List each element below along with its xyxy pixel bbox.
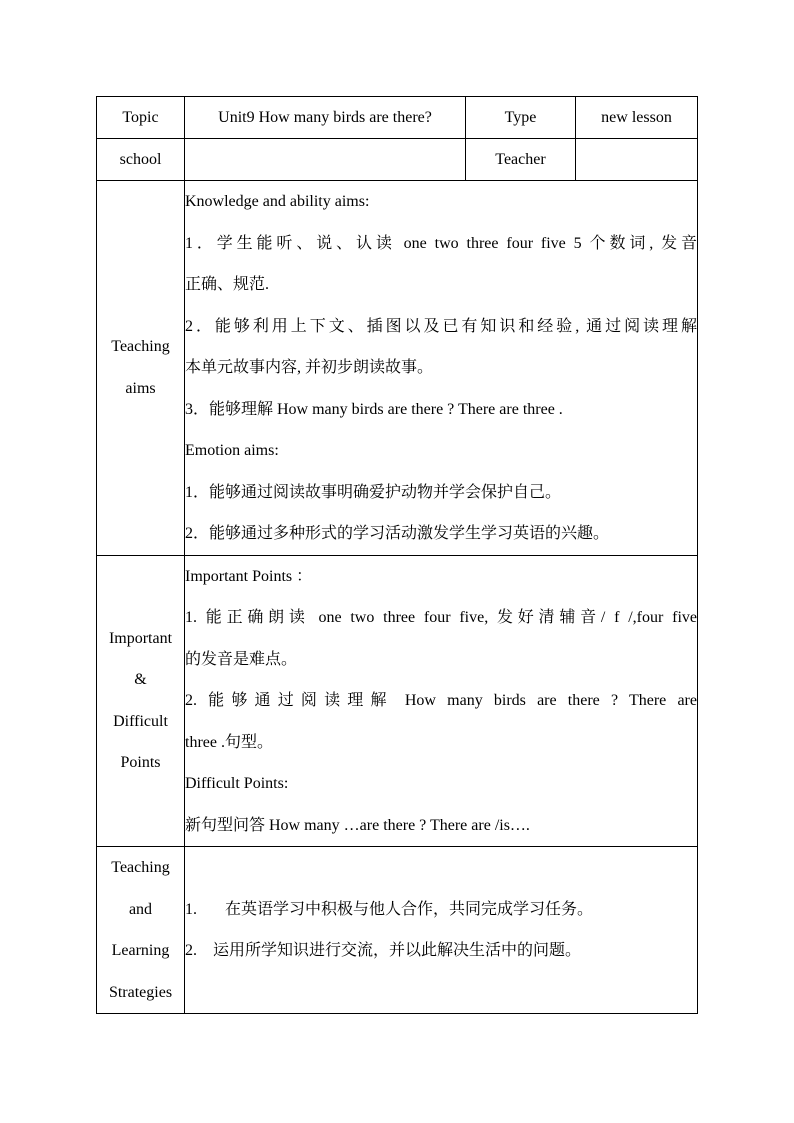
aims-line: 正确、规范. <box>185 276 270 293</box>
school-row <box>97 139 698 181</box>
aims-line: 2．能够利用上下文、插图以及已有知识和经验, 通过阅读理解 <box>185 317 697 335</box>
points-label: Important & Difficult Points <box>97 555 185 847</box>
strategies-line: 1. 在英语学习中积极与他人合作，共同完成学习任务。 <box>185 900 594 918</box>
points-line: 2. 能够通过阅读理解 How many birds are there ? There are <box>185 692 697 709</box>
points-line: 新句型问答 How many …are there ? There are /is…. <box>185 816 530 834</box>
teacher-value <box>576 139 698 181</box>
teaching-aims-label: Teaching aims <box>97 181 185 556</box>
points-row <box>97 555 698 847</box>
topic-label: Topic <box>97 97 185 139</box>
topic-row <box>97 97 698 139</box>
aims-line: Knowledge and ability aims: <box>185 193 370 210</box>
strategies-line: 2. 运用所学知识进行交流，并以此解决生活中的问题。 <box>185 942 582 959</box>
school-value <box>185 139 466 181</box>
aims-line: 1．能够通过阅读故事明确爱护动物并学会保护自己。 <box>185 483 562 501</box>
points-line: 的发音是难点。 <box>185 650 298 668</box>
aims-line: 本单元故事内容, 并初步朗读故事。 <box>185 359 434 376</box>
points-line: Difficult Points: <box>185 775 289 792</box>
strategies-label: Teaching and Learning Strategies <box>97 847 185 1014</box>
type-value: new lesson <box>576 97 698 139</box>
aims-line: 1．学生能听、说、认读 one two three four five 5 个数词, 发音 <box>185 234 697 252</box>
points-content <box>185 555 698 847</box>
points-line: 1. 能正确朗读 one two three four five, 发好清辅音/ f /,four five <box>185 609 697 626</box>
teaching-aims-row <box>97 181 698 556</box>
aims-line: 2．能够通过多种形式的学习活动激发学生学习英语的兴趣。 <box>185 525 610 542</box>
points-line: Important Points ： <box>185 567 313 585</box>
aims-line: Emotion aims: <box>185 442 279 459</box>
points-line: three .句型。 <box>185 733 273 751</box>
strategies-content <box>185 847 698 1014</box>
topic-value: Unit9 How many birds are there? <box>185 97 466 139</box>
aims-line: 3．能够理解 How many birds are there ? There are three . <box>185 400 563 418</box>
type-label: Type <box>466 97 576 139</box>
school-label: school <box>97 139 185 181</box>
teaching-aims-content <box>185 181 698 556</box>
teacher-label: Teacher <box>466 139 576 181</box>
lesson-plan-table <box>96 96 698 1014</box>
strategies-row <box>97 847 698 1014</box>
